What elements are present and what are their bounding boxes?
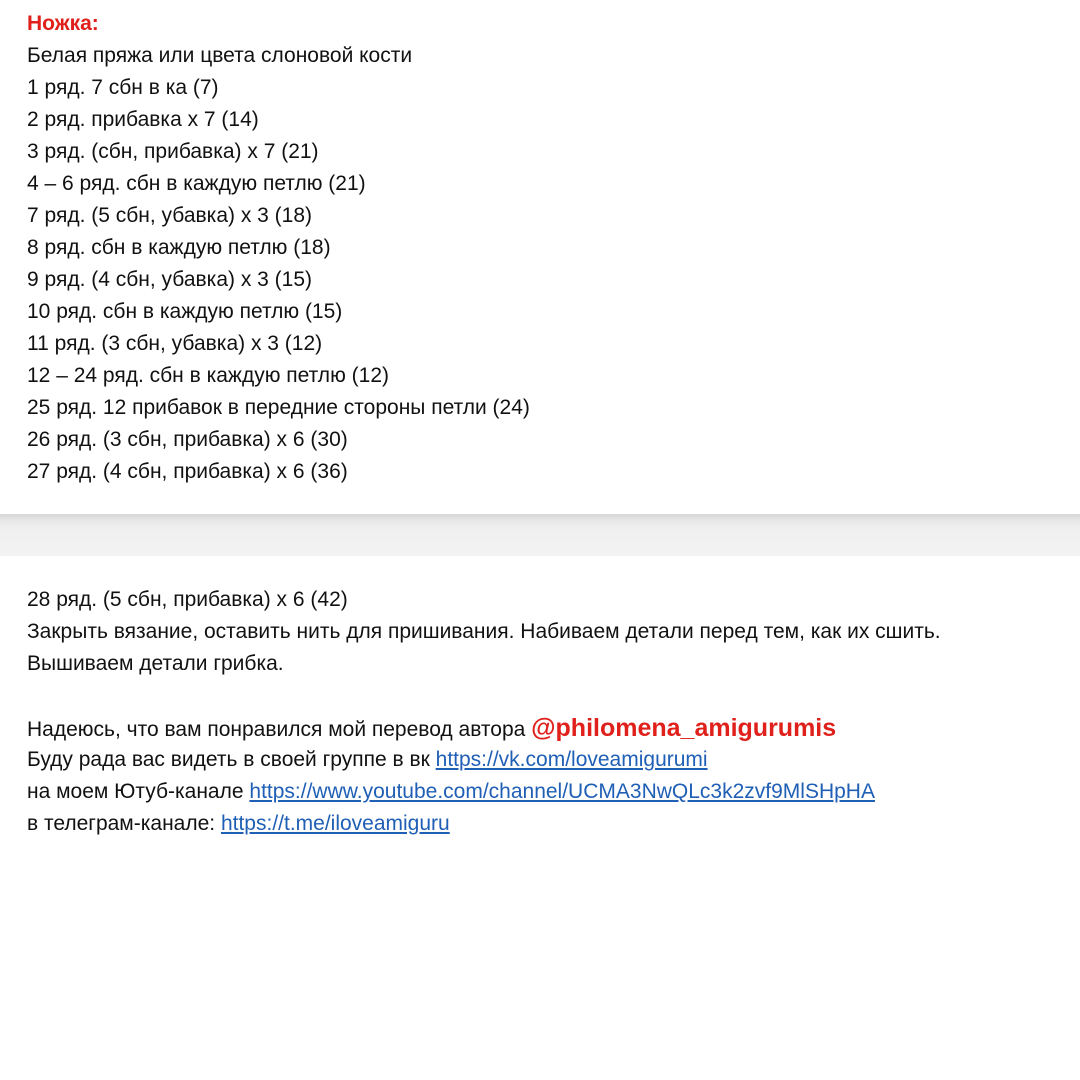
page-break-gap xyxy=(0,514,1080,556)
vk-text: Буду рада вас видеть в своей группе в вк xyxy=(27,748,436,771)
pattern-row: 7 ряд. (5 сбн, убавка) х 3 (18) xyxy=(27,204,313,227)
pattern-row: 2 ряд. прибавка х 7 (14) xyxy=(27,108,259,131)
pattern-row: 4 – 6 ряд. сбн в каждую петлю (21) xyxy=(27,172,366,195)
pattern-row: 25 ряд. 12 прибавок в передние стороны петли (24) xyxy=(27,396,530,419)
author-handle: @philomena_amigurumis xyxy=(531,714,837,742)
pattern-row: 11 ряд. (3 сбн, убавка) х 3 (12) xyxy=(27,332,323,355)
yarn-note: Белая пряжа или цвета слоновой кости xyxy=(27,44,413,67)
thanks-line xyxy=(27,712,941,744)
vk-line xyxy=(27,744,941,776)
pattern-row: 28 ряд. (5 сбн, прибавка) х 6 (42) xyxy=(27,588,348,611)
section-heading: Ножка: xyxy=(27,12,99,35)
youtube-line xyxy=(27,776,941,808)
pattern-row: 9 ряд. (4 сбн, убавка) х 3 (15) xyxy=(27,268,313,291)
telegram-text: в телеграм-канале: xyxy=(27,812,221,835)
pattern-row: 3 ряд. (сбн, прибавка) х 7 (21) xyxy=(27,140,319,163)
pattern-row: 8 ряд. сбн в каждую петлю (18) xyxy=(27,236,331,259)
continuation-section xyxy=(27,584,941,840)
youtube-link[interactable]: https://www.youtube.com/channel/UCMA3NwQLc3k2zvf9MlSHpHA xyxy=(249,780,875,803)
telegram-line xyxy=(27,808,941,840)
finishing-instruction: Вышиваем детали грибка. xyxy=(27,652,284,675)
telegram-link[interactable]: https://t.me/iloveamiguru xyxy=(220,812,450,835)
pattern-section xyxy=(27,8,530,488)
vk-link[interactable]: https://vk.com/loveamigurumi xyxy=(435,748,708,771)
finishing-instruction: Закрыть вязание, оставить нить для пришивания. Набиваем детали перед тем, как их сшить. xyxy=(27,620,941,643)
pattern-row: 27 ряд. (4 сбн, прибавка) х 6 (36) xyxy=(27,460,348,483)
pattern-row: 10 ряд. сбн в каждую петлю (15) xyxy=(27,300,343,323)
pattern-row: 12 – 24 ряд. сбн в каждую петлю (12) xyxy=(27,364,389,387)
thanks-text: Надеюсь, что вам понравился мой перевод автора xyxy=(27,718,532,741)
pattern-row: 1 ряд. 7 сбн в ка (7) xyxy=(27,76,219,99)
blank-line xyxy=(27,680,941,712)
pattern-row: 26 ряд. (3 сбн, прибавка) х 6 (30) xyxy=(27,428,348,451)
youtube-text: на моем Ютуб-канале xyxy=(27,780,250,803)
